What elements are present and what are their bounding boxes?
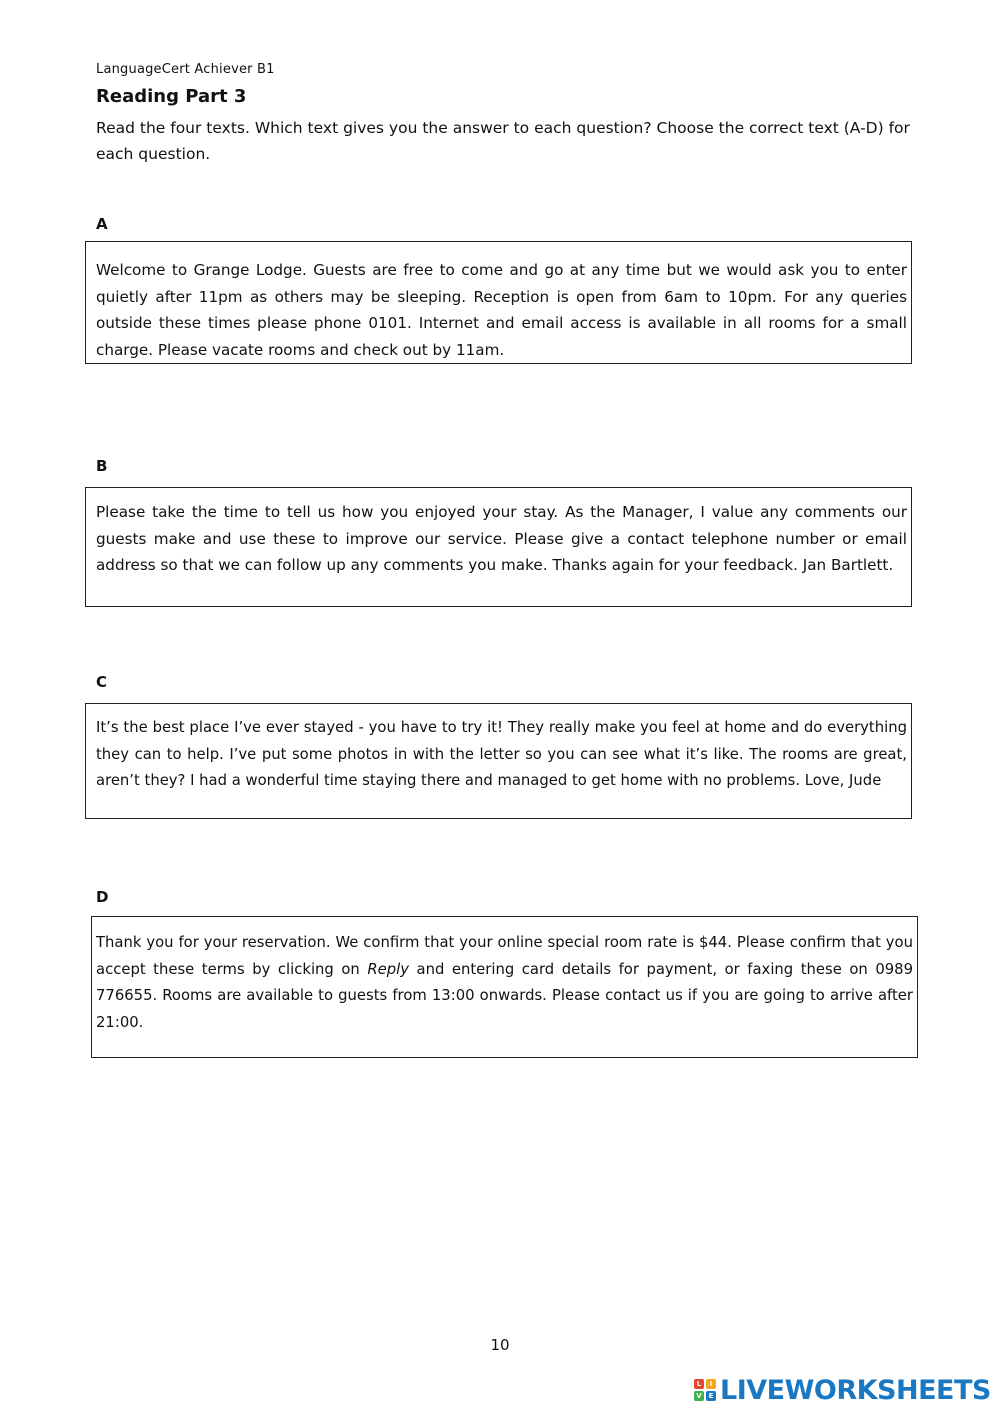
section-letter-c: C (96, 673, 108, 691)
logo-text: LIVEWORKSHEETS (720, 1374, 991, 1406)
logo-mark-icon (694, 1379, 716, 1401)
logo-mark-tile: I (706, 1379, 716, 1389)
logo-mark-tile: V (694, 1391, 704, 1401)
section-letter-a: A (96, 215, 108, 233)
logo-mark-tile: L (694, 1379, 704, 1389)
instructions: Read the four texts. Which text gives you the answer to each question? Choose the correct text (A-D) for each question. (96, 119, 910, 163)
section-letter-b: B (96, 457, 108, 475)
section-letter-d: D (96, 888, 109, 906)
text-d-body-before: Thank you for your reservation. We confirm that your online special room rate is $44. Please confirm that you accept these terms by clicking on (96, 934, 913, 978)
liveworksheets-logo[interactable] (694, 1372, 991, 1408)
text-a-body: Welcome to Grange Lodge. Guests are free to come and go at any time but we would ask you to enter quietly after 11pm as others may be sleeping. Reception is open from 6am to 10pm. For any queries outside these times please phone 0101. Internet and email access is available in all rooms for a small charge. Please vacate rooms and check out by 11am. (96, 261, 907, 359)
text-box-d (91, 916, 918, 1058)
page-title: Reading Part 3 (96, 86, 247, 107)
text-c-body: It’s the best place I’ve ever stayed - you have to try it! They really make you feel at home and do everything they can to help. I’ve put some photos in with the letter so you can see what it’s like. The rooms are great, aren’t they? I had a wonderful time staying there and managed to get home with no problems. Love, Jude (96, 719, 907, 789)
text-box-b (85, 487, 912, 607)
text-d-reply-word: Reply (367, 960, 409, 978)
text-box-a (85, 241, 912, 364)
text-d-body-after: and entering card details for payment, or faxing these on 0989 776655. Rooms are available to guests from 13:00 onwards. Please contact us if you are going to arrive after 21:00. (96, 960, 913, 1031)
text-box-c (85, 703, 912, 819)
text-b-body: Please take the time to tell us how you enjoyed your stay. As the Manager, I value any comments our guests make and use these to improve our service. Please give a contact telephone number or email address so that we can follow up any comments you make. Thanks again for your feedback. Jan Bartlett. (96, 503, 907, 574)
page-number: 10 (490, 1336, 510, 1354)
logo-mark-tile: E (706, 1391, 716, 1401)
header-label: LanguageCert Achiever B1 (96, 62, 275, 77)
